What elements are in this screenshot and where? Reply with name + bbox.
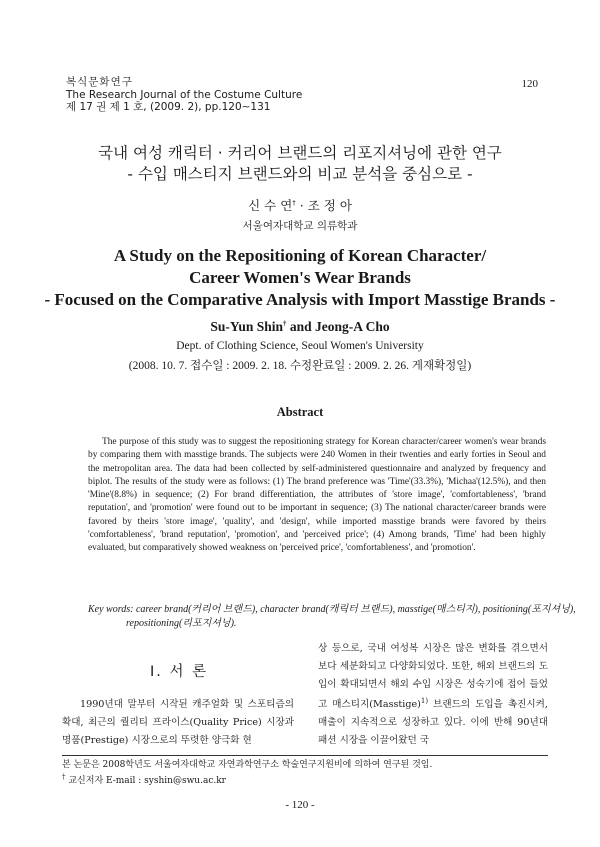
journal-name-ko: 복식문화연구: [66, 76, 133, 88]
body-right-text-a: 상 등으로, 국내 여성복 시장은 많은 변화를 겪으면서 보다 세분화되고 다양화되었다. 또한, 해외 브랜드의 도입이 확대되면서 해외 수입 시장은 성숙기에 접어 들었고 매스티지(Masstige): [318, 643, 548, 711]
corresponding-mark-ko: †: [292, 198, 296, 207]
body-column-left: 1990년대 말부터 시작된 캐주얼화 및 스포티즘의 확대, 최근의 퀄리티 프라이스(Quality Price) 시장과 명품(Prestige) 시장으로의 뚜렷한 양극화 현: [62, 699, 294, 746]
abstract-text: The purpose of this study was to suggest the repositioning strategy for Korean character/career women's wear brands by comparing them with masstige brands. The subjects were 240 Women in their twenties and early forties in Seoul and the metropolitan area. The data had been collected by self-administered questionnaire and analyzed by frequency and biplot. The results of the study were as follows: (1) The brand preference was 'Time'(33.3%), 'Michaa'(12.5%), and then 'Mine'(8.8%) in sequence; (2) For brand differentiation, the attributes of 'store image', 'comfortableness', 'brand reputation', and 'promotion' were found out to be important in sequence; (3) The national character/career brands were favored by theirs 'store image', 'quality', and 'design', while imported masstige brands were favored by theirs 'comfortableness', 'brand reputation', 'promotion', and 'perceived price'; (4) Among brands, 'Time' had been highly evaluated, but comparatively showed weakness on 'perceived price', 'comfortableness', and 'promotion'.: [88, 437, 546, 554]
title-en-line2: Career Women's Wear Brands: [189, 268, 411, 287]
footer-page-number: - 120 -: [285, 799, 315, 811]
footnote-corresponding: [62, 771, 552, 787]
submission-dates: (2008. 10. 7. 접수일 : 2009. 2. 18. 수정완료일 : 2009. 2. 26. 게재확정일): [128, 360, 472, 372]
journal-header: [66, 76, 302, 114]
footnote-mark: †: [62, 773, 66, 781]
title-ko-line1: 국내 여성 캐릭터 · 커리어 브랜드의 리포지셔닝에 관한 연구: [98, 144, 502, 162]
keywords: Key words: career brand(커리어 브랜드), character brand(캐릭터 브랜드), masstige(매스티지), positioning(포지셔닝), repositioning(리포지셔닝).: [88, 604, 576, 629]
footnote-ref-1: 1): [420, 697, 429, 706]
footnote-divider: [62, 755, 548, 756]
footnote-email: 교신저자 E-mail : syshin@swu.ac.kr: [65, 776, 226, 786]
footnote-funding: 본 논문은 2008학년도 서울여자대학교 자연과학연구소 학술연구지원비에 의하여 연구된 것임.: [62, 760, 433, 770]
corresponding-mark-en: †: [283, 319, 287, 328]
section-title: Ⅰ. 서 론: [150, 664, 209, 680]
title-en-line1: A Study on the Repositioning of Korean Character/: [113, 246, 487, 265]
journal-name-en: The Research Journal of the Costume Culture: [66, 88, 303, 101]
author-en-1: Su-Yun Shin: [210, 319, 284, 334]
authors-ko: [0, 196, 600, 214]
affiliation-ko: 서울여자대학교 의류학과: [242, 220, 358, 232]
author-ko-2: · 조 정 아: [295, 198, 352, 213]
authors-en: [0, 319, 600, 335]
body-right-text-b: 브랜드의 도입을 촉진시켜, 매출이 지속적으로 성장하고 있다. 이에 반해 90년대 패션 시장을 이끌어왔던 국: [318, 699, 548, 747]
title-en-line3: - Focused on the Comparative Analysis with Import Masstige Brands -: [44, 290, 556, 309]
header-page-number: 120: [521, 78, 538, 90]
author-ko-1: 신 수 연: [248, 198, 293, 213]
title-ko-line2: - 수입 매스티지 브랜드와의 비교 분석을 중심으로 -: [127, 165, 473, 183]
affiliation-en: Dept. of Clothing Science, Seoul Women's University: [176, 340, 424, 352]
abstract-heading: Abstract: [276, 405, 324, 419]
body-column-right: [318, 640, 548, 750]
author-en-2: and Jeong-A Cho: [286, 319, 390, 334]
journal-volume: 제 17 권 제 1 호, (2009. 2), pp.120∼131: [66, 101, 271, 113]
